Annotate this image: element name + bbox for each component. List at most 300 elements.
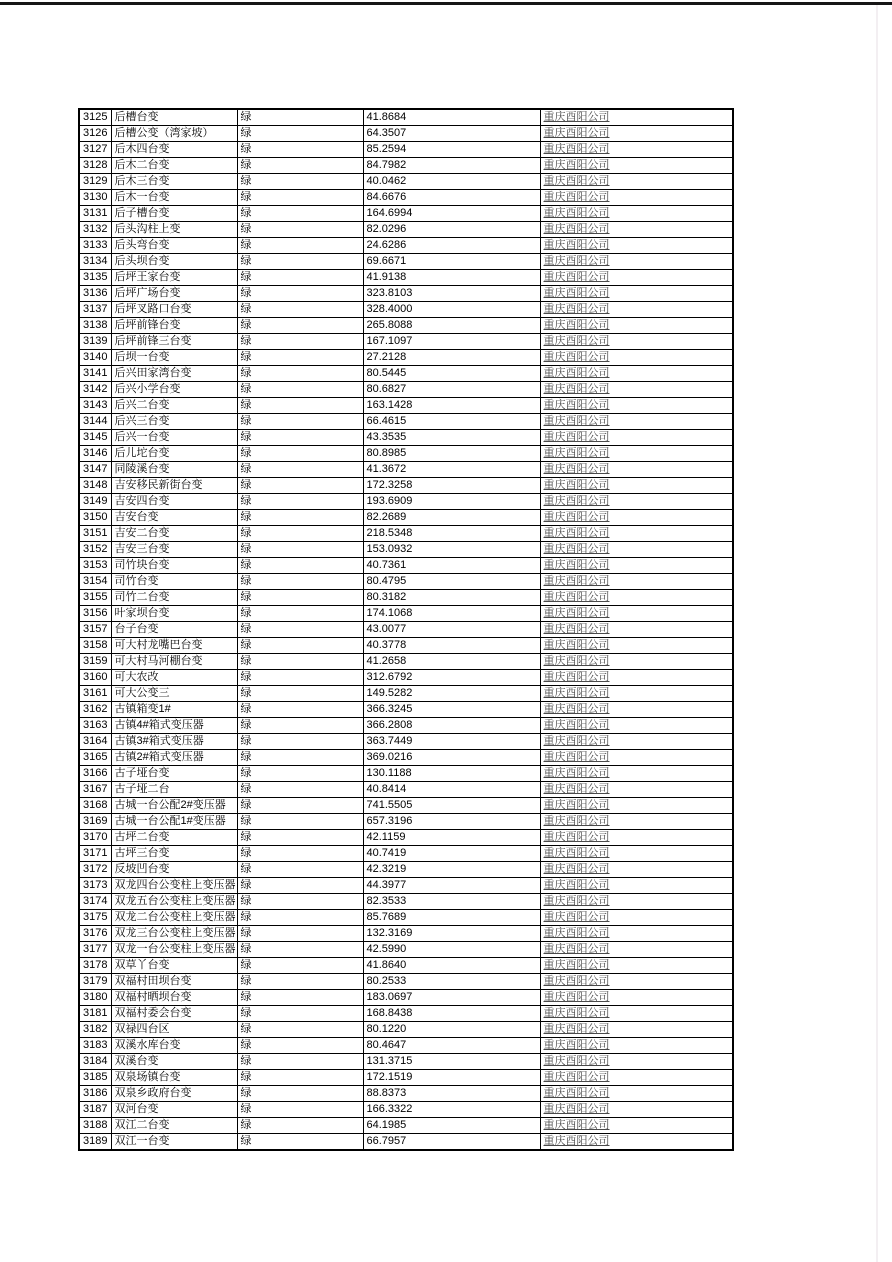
value-cell: 42.5990 [363,942,540,958]
device-name-cell: 后槽台变 [111,109,237,126]
status-cell: 绿 [237,222,363,238]
value-cell: 657.3196 [363,814,540,830]
table-row [79,590,733,606]
value-cell: 66.4615 [363,414,540,430]
device-name-cell: 后子槽台变 [111,206,237,222]
value-cell: 131.3715 [363,1054,540,1070]
row-id-cell: 3154 [79,574,111,590]
row-id-cell: 3136 [79,286,111,302]
status-cell: 绿 [237,494,363,510]
status-cell: 绿 [237,1054,363,1070]
row-id-cell: 3169 [79,814,111,830]
row-id-cell: 3170 [79,830,111,846]
row-id-cell: 3184 [79,1054,111,1070]
device-name-cell: 可大农改 [111,670,237,686]
status-cell: 绿 [237,830,363,846]
status-cell: 绿 [237,206,363,222]
table-row [79,350,733,366]
table-row [79,638,733,654]
status-cell: 绿 [237,990,363,1006]
status-cell: 绿 [237,126,363,142]
status-cell: 绿 [237,350,363,366]
device-name-cell: 后头弯台变 [111,238,237,254]
company-link-cell[interactable]: 重庆酉阳公司 [540,910,733,926]
row-id-cell: 3153 [79,558,111,574]
company-link-cell[interactable]: 重庆酉阳公司 [540,238,733,254]
table-row [79,510,733,526]
status-cell: 绿 [237,590,363,606]
company-link-cell[interactable]: 重庆酉阳公司 [540,638,733,654]
table-row [79,622,733,638]
table-row [79,1054,733,1070]
value-cell: 167.1097 [363,334,540,350]
status-cell: 绿 [237,718,363,734]
status-cell: 绿 [237,686,363,702]
table-row [79,910,733,926]
status-cell: 绿 [237,670,363,686]
device-name-cell: 双福村田坝台变 [111,974,237,990]
row-id-cell: 3138 [79,318,111,334]
value-cell: 43.0077 [363,622,540,638]
row-id-cell: 3161 [79,686,111,702]
table-row [79,126,733,142]
status-cell: 绿 [237,862,363,878]
company-link-cell[interactable]: 重庆酉阳公司 [540,894,733,910]
value-cell: 168.8438 [363,1006,540,1022]
device-name-cell: 古镇2#箱式变压器 [111,750,237,766]
row-id-cell: 3152 [79,542,111,558]
table-row [79,1038,733,1054]
device-name-cell: 吉安台变 [111,510,237,526]
company-link-cell[interactable]: 重庆酉阳公司 [540,846,733,862]
device-name-cell: 反坡凹台变 [111,862,237,878]
status-cell: 绿 [237,702,363,718]
table-row [79,1070,733,1086]
device-name-cell: 古城一台公配2#变压器 [111,798,237,814]
row-id-cell: 3166 [79,766,111,782]
company-link-cell[interactable]: 重庆酉阳公司 [540,1086,733,1102]
device-name-cell: 后坪前锋台变 [111,318,237,334]
status-cell: 绿 [237,414,363,430]
row-id-cell: 3131 [79,206,111,222]
device-name-cell: 后坪前锋三台变 [111,334,237,350]
status-cell: 绿 [237,190,363,206]
value-cell: 366.3245 [363,702,540,718]
device-name-cell: 后儿坨台变 [111,446,237,462]
status-cell: 绿 [237,318,363,334]
status-cell: 绿 [237,478,363,494]
device-name-cell: 后木二台变 [111,158,237,174]
table-row [79,206,733,222]
company-link-cell[interactable]: 重庆酉阳公司 [540,510,733,526]
device-name-cell: 后坪王家台变 [111,270,237,286]
table-row [79,958,733,974]
table-row [79,286,733,302]
table-row [79,606,733,622]
table-row [79,430,733,446]
row-id-cell: 3162 [79,702,111,718]
value-cell: 363.7449 [363,734,540,750]
value-cell: 66.7957 [363,1134,540,1151]
value-cell: 44.3977 [363,878,540,894]
company-link-cell[interactable]: 重庆酉阳公司 [540,990,733,1006]
transformer-device-table [78,108,734,1151]
table-row [79,238,733,254]
status-cell: 绿 [237,270,363,286]
table-row [79,814,733,830]
table-row [79,1022,733,1038]
table-row [79,894,733,910]
table-row [79,670,733,686]
table-row [79,974,733,990]
row-id-cell: 3149 [79,494,111,510]
status-cell: 绿 [237,462,363,478]
status-cell: 绿 [237,814,363,830]
company-link-cell[interactable]: 重庆酉阳公司 [540,798,733,814]
table-row [79,766,733,782]
row-id-cell: 3159 [79,654,111,670]
row-id-cell: 3179 [79,974,111,990]
device-name-cell: 双草丫台变 [111,958,237,974]
company-link-cell[interactable]: 重庆酉阳公司 [540,206,733,222]
status-cell: 绿 [237,430,363,446]
row-id-cell: 3174 [79,894,111,910]
company-link-cell[interactable]: 重庆酉阳公司 [540,414,733,430]
company-link-cell[interactable]: 重庆酉阳公司 [540,686,733,702]
company-link-cell[interactable]: 重庆酉阳公司 [540,750,733,766]
device-name-cell: 后坪叉路口台变 [111,302,237,318]
company-link-cell[interactable]: 重庆酉阳公司 [540,958,733,974]
row-id-cell: 3177 [79,942,111,958]
status-cell: 绿 [237,942,363,958]
table-row [79,990,733,1006]
device-name-cell: 双泉场镇台变 [111,1070,237,1086]
device-name-cell: 后头坝台变 [111,254,237,270]
device-name-cell: 司竹二台变 [111,590,237,606]
device-name-cell: 古城一台公配1#变压器 [111,814,237,830]
table-row [79,254,733,270]
company-link-cell[interactable]: 重庆酉阳公司 [540,350,733,366]
table-row [79,158,733,174]
value-cell: 174.1068 [363,606,540,622]
company-link-cell[interactable]: 重庆酉阳公司 [540,174,733,190]
row-id-cell: 3163 [79,718,111,734]
device-name-cell: 双龙四台公变柱上变压器 [111,878,237,894]
value-cell: 172.1519 [363,1070,540,1086]
device-name-cell: 双福村晒坝台变 [111,990,237,1006]
device-name-cell: 后兴三台变 [111,414,237,430]
device-name-cell: 司竹块台变 [111,558,237,574]
company-link-cell[interactable]: 重庆酉阳公司 [540,574,733,590]
row-id-cell: 3145 [79,430,111,446]
table-row [79,734,733,750]
device-name-cell: 吉安二台变 [111,526,237,542]
device-name-cell: 古镇3#箱式变压器 [111,734,237,750]
device-name-cell: 可大村龙嘴巴台变 [111,638,237,654]
value-cell: 164.6994 [363,206,540,222]
row-id-cell: 3140 [79,350,111,366]
device-name-cell: 后兴田家湾台变 [111,366,237,382]
row-id-cell: 3147 [79,462,111,478]
row-id-cell: 3178 [79,958,111,974]
company-link-cell[interactable]: 重庆酉阳公司 [540,398,733,414]
company-link-cell[interactable]: 重庆酉阳公司 [540,494,733,510]
device-name-cell: 后坪广场台变 [111,286,237,302]
status-cell: 绿 [237,238,363,254]
row-id-cell: 3182 [79,1022,111,1038]
row-id-cell: 3186 [79,1086,111,1102]
row-id-cell: 3181 [79,1006,111,1022]
value-cell: 323.8103 [363,286,540,302]
company-link-cell[interactable]: 重庆酉阳公司 [540,1134,733,1151]
value-cell: 69.6671 [363,254,540,270]
table-row [79,109,733,126]
status-cell: 绿 [237,798,363,814]
device-name-cell: 双福村委会台变 [111,1006,237,1022]
company-link-cell[interactable]: 重庆酉阳公司 [540,702,733,718]
company-link-cell[interactable]: 重庆酉阳公司 [540,190,733,206]
company-link-cell[interactable]: 重庆酉阳公司 [540,286,733,302]
row-id-cell: 3155 [79,590,111,606]
value-cell: 40.8414 [363,782,540,798]
table-row [79,478,733,494]
row-id-cell: 3141 [79,366,111,382]
device-name-cell: 同陵溪台变 [111,462,237,478]
device-name-cell: 可大村马河棚台变 [111,654,237,670]
company-link-cell[interactable]: 重庆酉阳公司 [540,366,733,382]
device-name-cell: 后木一台变 [111,190,237,206]
company-link-cell[interactable]: 重庆酉阳公司 [540,814,733,830]
table-row [79,1118,733,1134]
table-row [79,414,733,430]
device-name-cell: 双江一台变 [111,1134,237,1151]
company-link-cell[interactable]: 重庆酉阳公司 [540,862,733,878]
row-id-cell: 3176 [79,926,111,942]
table-row [79,334,733,350]
company-link-cell[interactable]: 重庆酉阳公司 [540,590,733,606]
row-id-cell: 3156 [79,606,111,622]
company-link-cell[interactable]: 重庆酉阳公司 [540,222,733,238]
company-link-cell[interactable]: 重庆酉阳公司 [540,1054,733,1070]
value-cell: 193.6909 [363,494,540,510]
value-cell: 40.3778 [363,638,540,654]
status-cell: 绿 [237,766,363,782]
row-id-cell: 3158 [79,638,111,654]
status-cell: 绿 [237,142,363,158]
row-id-cell: 3171 [79,846,111,862]
row-id-cell: 3187 [79,1102,111,1118]
device-name-cell: 后头沟柱上变 [111,222,237,238]
row-id-cell: 3157 [79,622,111,638]
value-cell: 64.3507 [363,126,540,142]
top-rule-divider [0,2,892,5]
company-link-cell[interactable]: 重庆酉阳公司 [540,622,733,638]
row-id-cell: 3125 [79,109,111,126]
company-link-cell[interactable]: 重庆酉阳公司 [540,1102,733,1118]
row-id-cell: 3168 [79,798,111,814]
row-id-cell: 3135 [79,270,111,286]
company-link-cell[interactable]: 重庆酉阳公司 [540,254,733,270]
status-cell: 绿 [237,558,363,574]
company-link-cell[interactable]: 重庆酉阳公司 [540,670,733,686]
table-row [79,1006,733,1022]
company-link-cell[interactable]: 重庆酉阳公司 [540,766,733,782]
table-row [79,1102,733,1118]
device-name-cell: 双龙二台公变柱上变压器 [111,910,237,926]
row-id-cell: 3183 [79,1038,111,1054]
table-row [79,142,733,158]
device-name-cell: 古镇箱变1# [111,702,237,718]
row-id-cell: 3188 [79,1118,111,1134]
company-link-cell[interactable]: 重庆酉阳公司 [540,974,733,990]
device-name-cell: 双江二台变 [111,1118,237,1134]
company-link-cell[interactable]: 重庆酉阳公司 [540,334,733,350]
status-cell: 绿 [237,1038,363,1054]
row-id-cell: 3134 [79,254,111,270]
company-link-cell[interactable]: 重庆酉阳公司 [540,734,733,750]
table-row [79,382,733,398]
row-id-cell: 3126 [79,126,111,142]
value-cell: 82.2689 [363,510,540,526]
company-link-cell[interactable]: 重庆酉阳公司 [540,718,733,734]
company-link-cell[interactable]: 重庆酉阳公司 [540,654,733,670]
company-link-cell[interactable]: 重庆酉阳公司 [540,830,733,846]
status-cell: 绿 [237,910,363,926]
device-name-cell: 后兴二台变 [111,398,237,414]
row-id-cell: 3142 [79,382,111,398]
table-row [79,702,733,718]
row-id-cell: 3132 [79,222,111,238]
value-cell: 80.4647 [363,1038,540,1054]
status-cell: 绿 [237,750,363,766]
value-cell: 741.5505 [363,798,540,814]
value-cell: 80.2533 [363,974,540,990]
company-link-cell[interactable]: 重庆酉阳公司 [540,318,733,334]
table-row [79,526,733,542]
value-cell: 82.3533 [363,894,540,910]
value-cell: 40.7361 [363,558,540,574]
value-cell: 40.0462 [363,174,540,190]
company-link-cell[interactable]: 重庆酉阳公司 [540,942,733,958]
row-id-cell: 3164 [79,734,111,750]
company-link-cell[interactable]: 重庆酉阳公司 [540,270,733,286]
company-link-cell[interactable]: 重庆酉阳公司 [540,606,733,622]
value-cell: 84.6676 [363,190,540,206]
row-id-cell: 3175 [79,910,111,926]
status-cell: 绿 [237,382,363,398]
device-table-body [79,109,733,1150]
device-name-cell: 吉安四台变 [111,494,237,510]
status-cell: 绿 [237,846,363,862]
device-name-cell: 司竹台变 [111,574,237,590]
company-link-cell[interactable]: 重庆酉阳公司 [540,926,733,942]
row-id-cell: 3150 [79,510,111,526]
company-link-cell[interactable]: 重庆酉阳公司 [540,878,733,894]
row-id-cell: 3165 [79,750,111,766]
device-name-cell: 叶家坝台变 [111,606,237,622]
company-link-cell[interactable]: 重庆酉阳公司 [540,1022,733,1038]
status-cell: 绿 [237,542,363,558]
company-link-cell[interactable]: 重庆酉阳公司 [540,446,733,462]
company-link-cell[interactable]: 重庆酉阳公司 [540,126,733,142]
value-cell: 218.5348 [363,526,540,542]
status-cell: 绿 [237,1134,363,1151]
value-cell: 41.2658 [363,654,540,670]
device-name-cell: 双溪水库台变 [111,1038,237,1054]
device-name-cell: 吉安三台变 [111,542,237,558]
row-id-cell: 3139 [79,334,111,350]
company-link-cell[interactable]: 重庆酉阳公司 [540,782,733,798]
table-row [79,398,733,414]
value-cell: 163.1428 [363,398,540,414]
device-name-cell: 后木四台变 [111,142,237,158]
value-cell: 80.6827 [363,382,540,398]
company-link-cell[interactable]: 重庆酉阳公司 [540,382,733,398]
status-cell: 绿 [237,734,363,750]
table-row [79,574,733,590]
value-cell: 183.0697 [363,990,540,1006]
company-link-cell[interactable]: 重庆酉阳公司 [540,526,733,542]
device-name-cell: 台子台变 [111,622,237,638]
device-name-cell: 后木三台变 [111,174,237,190]
value-cell: 132.3169 [363,926,540,942]
value-cell: 172.3258 [363,478,540,494]
status-cell: 绿 [237,302,363,318]
row-id-cell: 3130 [79,190,111,206]
status-cell: 绿 [237,878,363,894]
company-link-cell[interactable]: 重庆酉阳公司 [540,142,733,158]
company-link-cell[interactable]: 重庆酉阳公司 [540,1118,733,1134]
device-name-cell: 吉安移民新街台变 [111,478,237,494]
row-id-cell: 3128 [79,158,111,174]
value-cell: 41.8640 [363,958,540,974]
row-id-cell: 3144 [79,414,111,430]
device-name-cell: 古子垭台变 [111,766,237,782]
status-cell: 绿 [237,158,363,174]
value-cell: 42.3219 [363,862,540,878]
company-link-cell[interactable]: 重庆酉阳公司 [540,558,733,574]
company-link-cell[interactable]: 重庆酉阳公司 [540,1070,733,1086]
company-link-cell[interactable]: 重庆酉阳公司 [540,462,733,478]
table-row [79,686,733,702]
table-row [79,366,733,382]
company-link-cell[interactable]: 重庆酉阳公司 [540,302,733,318]
company-link-cell[interactable]: 重庆酉阳公司 [540,1006,733,1022]
status-cell: 绿 [237,286,363,302]
status-cell: 绿 [237,1102,363,1118]
row-id-cell: 3167 [79,782,111,798]
status-cell: 绿 [237,926,363,942]
status-cell: 绿 [237,782,363,798]
value-cell: 85.2594 [363,142,540,158]
status-cell: 绿 [237,958,363,974]
value-cell: 80.8985 [363,446,540,462]
table-row [79,318,733,334]
table-row [79,926,733,942]
company-link-cell[interactable]: 重庆酉阳公司 [540,430,733,446]
company-link-cell[interactable]: 重庆酉阳公司 [540,478,733,494]
company-link-cell[interactable]: 重庆酉阳公司 [540,109,733,126]
company-link-cell[interactable]: 重庆酉阳公司 [540,1038,733,1054]
device-name-cell: 古坪二台变 [111,830,237,846]
company-link-cell[interactable]: 重庆酉阳公司 [540,542,733,558]
value-cell: 43.3535 [363,430,540,446]
page-edge-line [876,5,878,1262]
value-cell: 130.1188 [363,766,540,782]
status-cell: 绿 [237,1118,363,1134]
company-link-cell[interactable]: 重庆酉阳公司 [540,158,733,174]
device-name-cell: 后槽公变（湾家坡） [111,126,237,142]
